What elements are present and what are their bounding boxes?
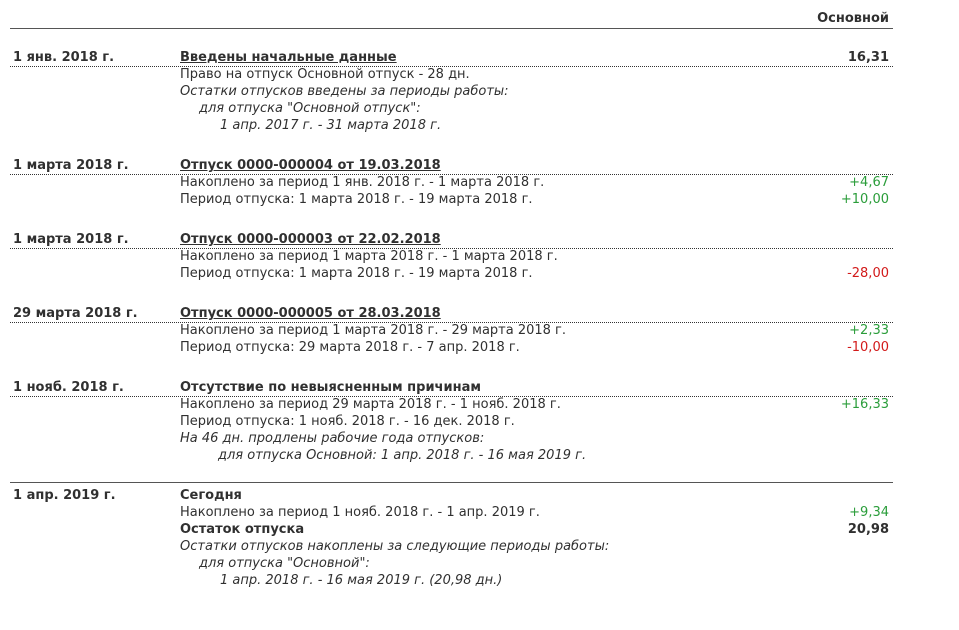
- entry-title-link[interactable]: Отпуск 0000-000003 от 22.02.2018: [180, 232, 441, 247]
- entry-value: +16,33: [840, 397, 889, 412]
- entry-date: 1 апр. 2019 г.: [13, 488, 116, 503]
- entry-line: для отпуска "Основной отпуск":: [199, 101, 421, 116]
- entry-line: 1 апр. 2018 г. - 16 мая 2019 г. (20,98 дн.): [220, 573, 503, 588]
- history-entry: [10, 50, 893, 140]
- entry-line: Накоплено за период 29 марта 2018 г. - 1 нояб. 2018 г.: [180, 397, 561, 412]
- entry-date: 1 марта 2018 г.: [13, 232, 129, 247]
- entry-value: +4,67: [849, 175, 889, 190]
- entry-line: Накоплено за период 1 нояб. 2018 г. - 1 апр. 2019 г.: [180, 505, 540, 520]
- entry-line: На 46 дн. продлены рабочие года отпусков:: [180, 431, 485, 446]
- entry-line: Период отпуска: 1 марта 2018 г. - 19 марта 2018 г.: [180, 192, 533, 207]
- history-entry: [10, 306, 893, 356]
- entry-line: Период отпуска: 1 нояб. 2018 г. - 16 дек. 2018 г.: [180, 414, 515, 429]
- history-entry: [10, 232, 893, 282]
- entry-line: Период отпуска: 29 марта 2018 г. - 7 апр. 2018 г.: [180, 340, 520, 355]
- history-entry-today: [10, 488, 893, 588]
- entry-line: Остатки отпусков накоплены за следующие периоды работы:: [180, 539, 610, 554]
- entry-title: Отсутствие по невыясненным причинам: [180, 380, 481, 395]
- entry-date: 1 марта 2018 г.: [13, 158, 129, 173]
- entry-title-link[interactable]: Отпуск 0000-000005 от 28.03.2018: [180, 306, 441, 321]
- remaining-balance-value: 20,98: [847, 522, 889, 537]
- entry-line: Период отпуска: 1 марта 2018 г. - 19 марта 2018 г.: [180, 266, 533, 281]
- entry-date: 1 нояб. 2018 г.: [13, 380, 124, 395]
- history-entry: [10, 380, 893, 465]
- column-header-label: Основной: [817, 11, 889, 26]
- history-entry: [10, 158, 893, 208]
- entry-line: Накоплено за период 1 янв. 2018 г. - 1 марта 2018 г.: [180, 175, 545, 190]
- entry-value: -28,00: [847, 266, 889, 281]
- entry-balance: 16,31: [847, 50, 889, 65]
- entry-date: 1 янв. 2018 г.: [13, 50, 115, 65]
- entry-line: 1 апр. 2017 г. - 31 марта 2018 г.: [220, 118, 442, 133]
- entry-line: Право на отпуск Основной отпуск - 28 дн.: [180, 67, 470, 82]
- entry-line: Накоплено за период 1 марта 2018 г. - 29 марта 2018 г.: [180, 323, 567, 338]
- today-divider: [10, 482, 893, 483]
- column-header: [10, 9, 893, 29]
- entry-title-link[interactable]: Отпуск 0000-000004 от 19.03.2018: [180, 158, 441, 173]
- remaining-balance-label: Остаток отпуска: [180, 522, 305, 537]
- entry-line: Накоплено за период 1 марта 2018 г. - 1 марта 2018 г.: [180, 249, 558, 264]
- entry-value: -10,00: [847, 340, 889, 355]
- entry-value: +2,33: [849, 323, 889, 338]
- entry-line: для отпуска Основной: 1 апр. 2018 г. - 16 мая 2019 г.: [218, 448, 587, 463]
- entry-value: +10,00: [840, 192, 889, 207]
- entry-line: Остатки отпусков введены за периоды работы:: [180, 84, 509, 99]
- entry-title: Сегодня: [180, 488, 242, 503]
- entry-value: +9,34: [849, 505, 889, 520]
- entry-title-link[interactable]: Введены начальные данные: [180, 50, 397, 65]
- entry-date: 29 марта 2018 г.: [13, 306, 138, 321]
- entry-line: для отпуска "Основной":: [199, 556, 370, 571]
